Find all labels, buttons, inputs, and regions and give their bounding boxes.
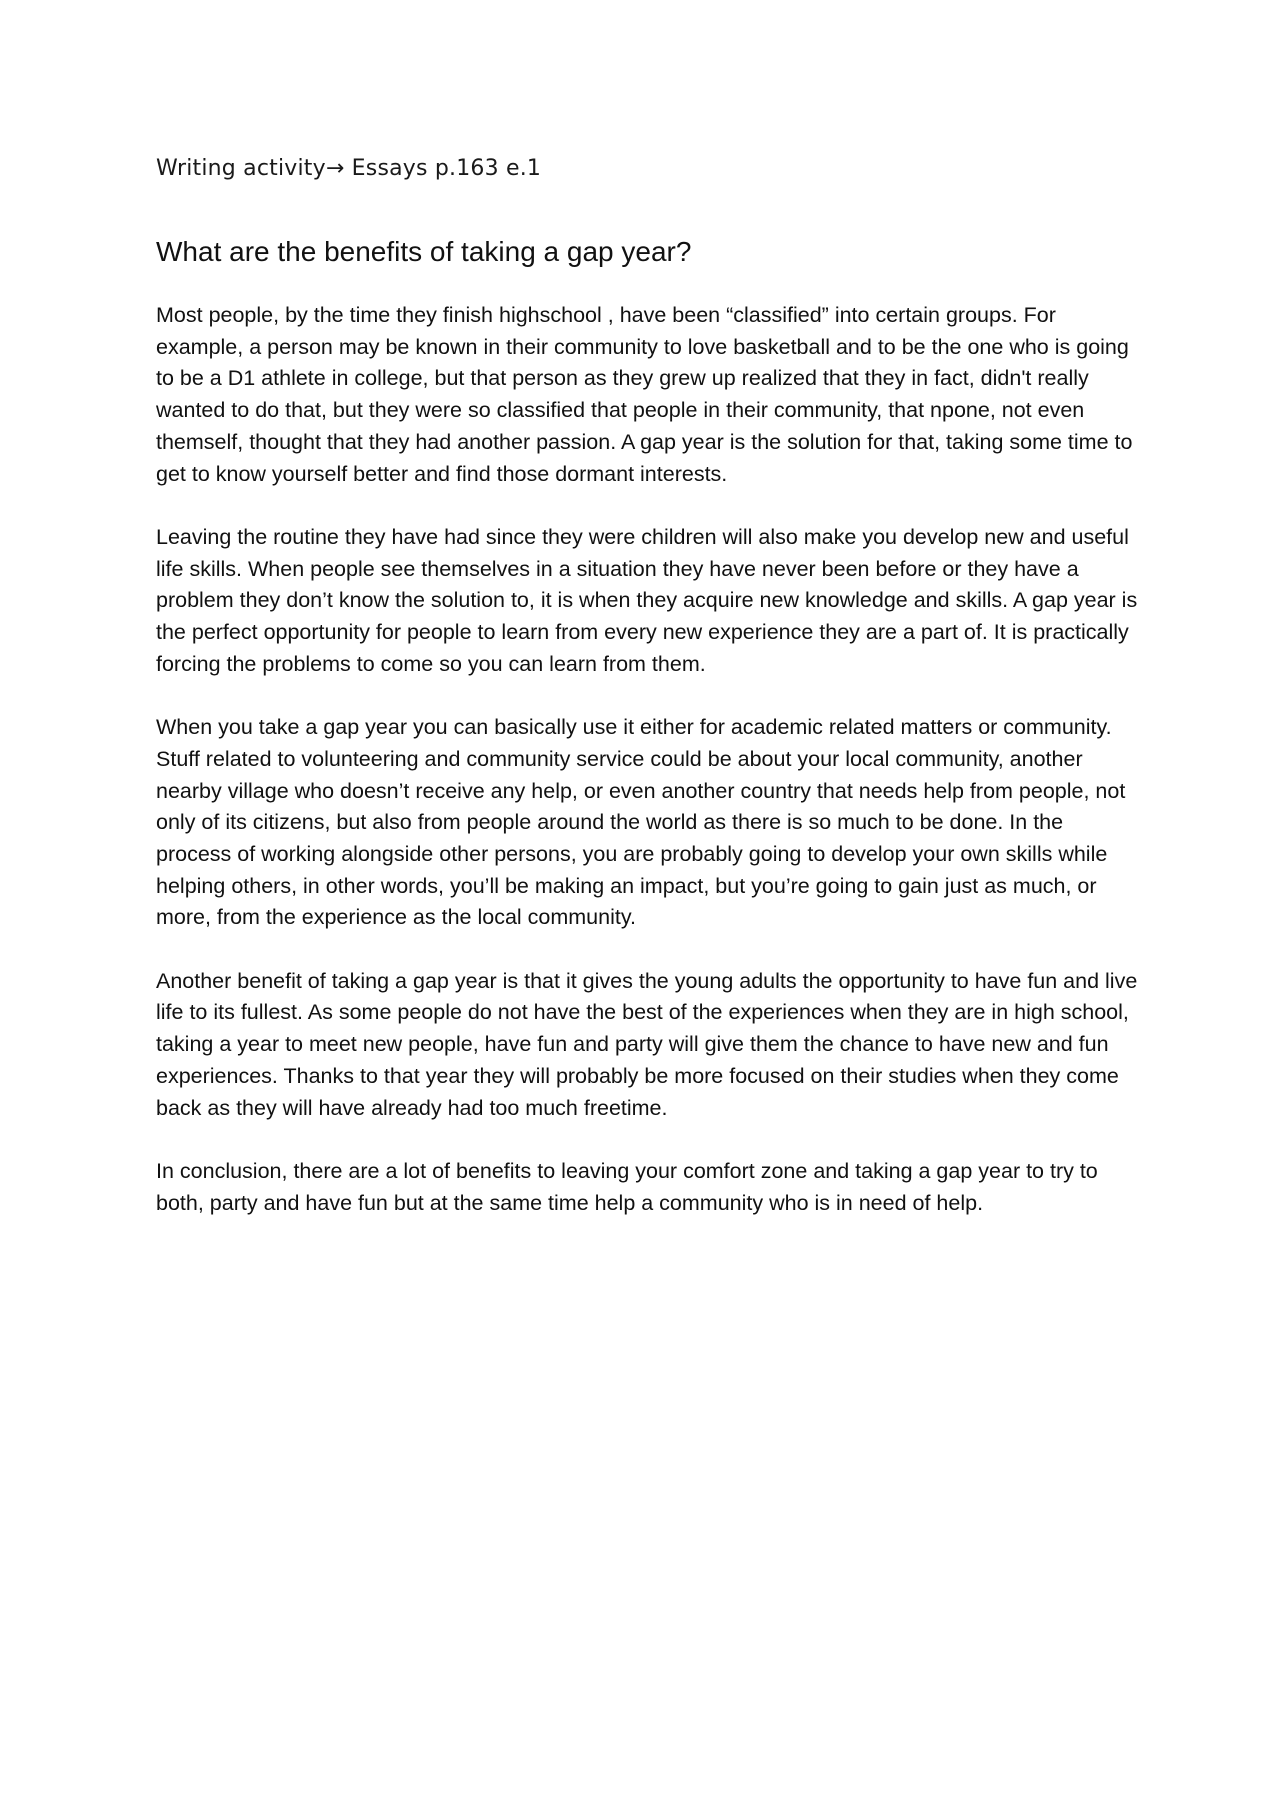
essay-title: What are the benefits of taking a gap year? — [156, 236, 692, 267]
essay-paragraph: Leaving the routine they have had since they were children will also make you develop new and useful life skills. When people see themselves in a situation they have never been before or they have a problem they don’t know the solution to, it is when they acquire new knowledge and skills. A gap year is the perfect opportunity for people to learn from every new experience they are a part of. It is practically forcing the problems to come so you can learn from them. — [156, 524, 1138, 676]
essay-paragraph: When you take a gap year you can basically use it either for academic related matters or community. Stuff related to volunteering and community service could be about your local community, another nearby village who doesn’t receive any help, or even another country that needs help from people, not only of its citizens, but also from people around the world as there is so much to be done. In the process of working alongside other persons, you are probably going to develop your own skills while helping others, in other words, you’ll be making an impact, but you’re going to gain just as much, or more, from the experience as the local community. — [156, 715, 1126, 930]
essay-paragraph: In conclusion, there are a lot of benefits to leaving your comfort zone and taking a gap year to try to both, party and have fun but at the same time help a community who is in need of help. — [156, 1158, 1098, 1215]
essay-paragraph: Most people, by the time they finish highschool , have been “classified” into certain groups. For example, a person may be known in their community to love basketball and to be the one who is going to be a D1 athlete in college, but that person as they grew up realized that they in fact, didn't really wanted to do that, but they were so classified that people in their community, that npone, not even themself, thought that they had another passion. A gap year is the solution for that, taking some time to get to know yourself better and find those dormant interests. — [156, 303, 1133, 486]
essay-body — [156, 300, 1141, 1251]
activity-label: Writing activity→ Essays p.163 e.1 — [156, 156, 542, 181]
essay-paragraph: Another benefit of taking a gap year is that it gives the young adults the opportunity to have fun and live life to its fullest. As some people do not have the best of the experiences when they are in high school, taking a year to meet new people, have fun and party will give them the chance to have new and fun experiences. Thanks to that year they will probably be more focused on their studies when they come back as they will have already had too much freetime. — [156, 968, 1138, 1120]
